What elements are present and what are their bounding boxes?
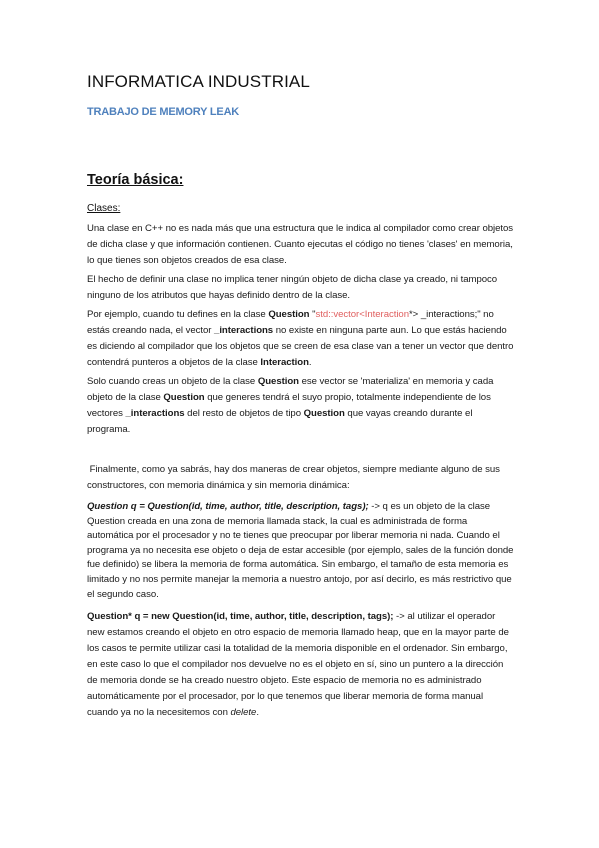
p3-text-e: *> _interactions;" no estás creando nada, el vector <box>87 309 494 336</box>
p5-text: Finalmente, como ya sabrás, hay dos maneras de crear objetos, siempre mediante alguno de sus constructores, con memoria dinámica y sin memoria dinámica: <box>87 464 500 491</box>
p3-text-c: " <box>309 309 316 320</box>
p4-text-g: del resto de objetos de tipo <box>184 408 304 419</box>
section-heading: Teoría básica: <box>87 172 184 188</box>
p3-class-interaction: Interaction <box>260 357 309 368</box>
p6-text: -> q es un objeto de la clase Question creada en una zona de memoria llamada stack, la cual es administrada de forma automática por el procesador y no te tienes que preocupar por liberar memoria ni nada. Cuando el programa ya no necesita ese objeto o deja de estar accesible (por ejemplo, sales de la función donde fue definido) se libera la memoria de forma automática. Sin embargo, el tamaño de esta memoria es limitado y no nos permite manejar la memoria a nuestro antojo, por así decirlo, es más restrictivo que el segundo caso. <box>87 501 514 600</box>
paragraph-5 <box>87 462 515 494</box>
p4-class-question-2: Question <box>163 392 205 403</box>
p4-class-question-3: Question <box>303 408 345 419</box>
p3-text-i: . <box>308 357 312 368</box>
p7-code-heap: Question* q = new Question(id, time, author, title, description, tags); <box>87 611 394 622</box>
paragraph-3 <box>87 307 515 371</box>
p7-delete-keyword: delete <box>230 707 257 718</box>
p3-var-interactions: _interactions <box>214 325 274 336</box>
paragraph-4 <box>87 374 515 438</box>
p4-text-c: ese vector se 'materializa' en memoria y cada objeto de la clase <box>87 376 494 403</box>
p7-text-end: . <box>256 707 259 718</box>
p7-text: -> al utilizar el operador new estamos creando el objeto en otro espacio de memoria llamado heap, que en la mayor parte de los casos te permite utilizar casi la totalidad de la memoria disponible en el ordenador. Sin embargo, en este caso lo que el compilador nos devuelve no es el objeto en sí, sino un puntero a la dirección de memoria donde se ha creado nuestro objeto. Este espacio de memoria no es administrado automáticamente por el procesador, por lo que tenemos que liberar memoria de forma manual cuando ya no la necesitemos con <box>87 611 509 718</box>
p3-text-a: Por ejemplo, cuando tu defines en la clase <box>87 309 269 320</box>
p6-code-stack: Question q = Question(id, time, author, title, description, tags); <box>87 501 369 512</box>
sub-heading-clases: Clases: <box>87 203 121 214</box>
p4-text-e: que generes tendrá el suyo propio, totalmente independiente de los vectores <box>87 392 491 419</box>
p4-text-a: Solo cuando creas un objeto de la clase <box>87 376 258 387</box>
paragraph-7 <box>87 609 515 721</box>
document-title: INFORMATICA INDUSTRIAL <box>87 72 310 91</box>
p4-var-interactions: _interactions <box>125 408 185 419</box>
p4-class-question-1: Question <box>257 376 299 387</box>
p3-code-vector: std::vector<Interaction <box>315 309 409 320</box>
paragraph-1: Una clase en C++ no es nada más que una estructura que le indica al compilador como crear objetos de dicha clase y que información contienen. Cuanto ejecutas el código no tienes 'clases' en memoria, lo que tienes son objetos creados de esa clase. <box>87 223 514 266</box>
p3-text-g: no existe en ninguna parte aun. Lo que estás haciendo es diciendo al compilador que los objetos que se creen de esa clase van a tener un vector que dentro contendrá punteros a objetos de la clase <box>87 325 514 368</box>
paragraph-2: El hecho de definir una clase no implica tener ningún objeto de dicha clase ya creado, ni tampoco ninguno de los atributos que hayas definido dentro de la clase. <box>87 274 498 301</box>
document-subtitle: TRABAJO DE MEMORY LEAK <box>87 106 240 118</box>
p3-class-question: Question <box>268 309 310 320</box>
paragraph-6 <box>87 500 515 602</box>
p4-text-i: que vayas creando durante el programa. <box>87 408 473 435</box>
